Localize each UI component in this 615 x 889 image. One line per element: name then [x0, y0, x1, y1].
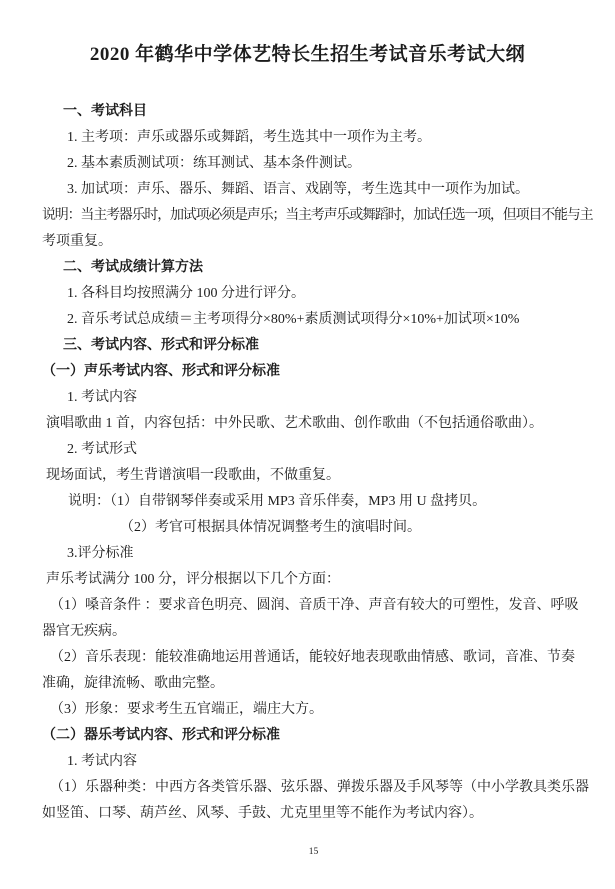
text-line: 准确，旋律流畅、歌曲完整。	[42, 676, 224, 691]
text-line: 3.评分标准	[67, 546, 134, 561]
section-heading: （一）声乐考试内容、形式和评分标准	[42, 364, 280, 379]
text-line: 声乐考试满分 100 分，评分根据以下几个方面：	[46, 572, 340, 587]
document-title: 2020 年鹤华中学体艺特长生招生考试音乐考试大纲	[89, 44, 526, 65]
text-line: 考项重复。	[42, 234, 112, 249]
document-body	[42, 99, 593, 827]
text-line: 1. 考试内容	[67, 390, 137, 405]
text-line: 2. 基本素质测试项：练耳测试、基本条件测试。	[67, 156, 361, 171]
text-line: 1. 各科目均按照满分 100 分进行评分。	[67, 286, 305, 301]
text-line: 2. 考试形式	[67, 442, 137, 457]
text-line: （2）音乐表现：能较准确地运用普通话，能较好地表现歌曲情感、歌词，音准、节奏	[50, 650, 575, 665]
text-line: 演唱歌曲 1 首，内容包括：中外民歌、艺术歌曲、创作歌曲（不包括通俗歌曲）。	[46, 416, 543, 431]
text-line: 现场面试，考生背谱演唱一段歌曲，不做重复。	[46, 468, 340, 483]
text-line: （3）形象：要求考生五官端正，端庄大方。	[50, 702, 323, 717]
text-line: 说明：当主考器乐时，加试项必须是声乐；当主考声乐或舞蹈时，加试任选一项，但项目不能与主	[42, 208, 593, 223]
section-heading: （二）器乐考试内容、形式和评分标准	[42, 728, 280, 743]
text-line: 说明：（1）自带钢琴伴奏或采用 MP3 音乐伴奏，MP3 用 U 盘拷贝。	[68, 494, 487, 509]
page-number: 15	[308, 847, 319, 857]
text-line: 1. 考试内容	[67, 754, 137, 769]
section-heading: 三、考试内容、形式和评分标准	[63, 338, 259, 353]
section-heading: 一、考试科目	[63, 104, 147, 119]
text-line: 1. 主考项：声乐或器乐或舞蹈，考生选其中一项作为主考。	[67, 130, 431, 145]
text-line: （1）乐器种类：中西方各类管乐器、弦乐器、弹拨乐器及手风琴等（中小学教具类乐器	[50, 780, 589, 795]
text-line: 2. 音乐考试总成绩＝主考项得分×80%+素质测试项得分×10%+加试项×10%	[67, 312, 520, 327]
text-line: 如竖笛、口琴、葫芦丝、风琴、手鼓、尤克里里等不能作为考试内容）。	[42, 806, 483, 821]
text-line: 器官无疾病。	[42, 624, 126, 639]
section-heading: 二、考试成绩计算方法	[63, 260, 203, 275]
text-line: （2）考官可根据具体情况调整考生的演唱时间。	[120, 520, 421, 535]
text-line: 3. 加试项：声乐、器乐、舞蹈、语言、戏剧等，考生选其中一项作为加试。	[67, 182, 529, 197]
text-line: （1）嗓音条件 ：要求音色明亮、圆润、音质干净、声音有较大的可塑性，发音、呼吸	[50, 598, 579, 613]
